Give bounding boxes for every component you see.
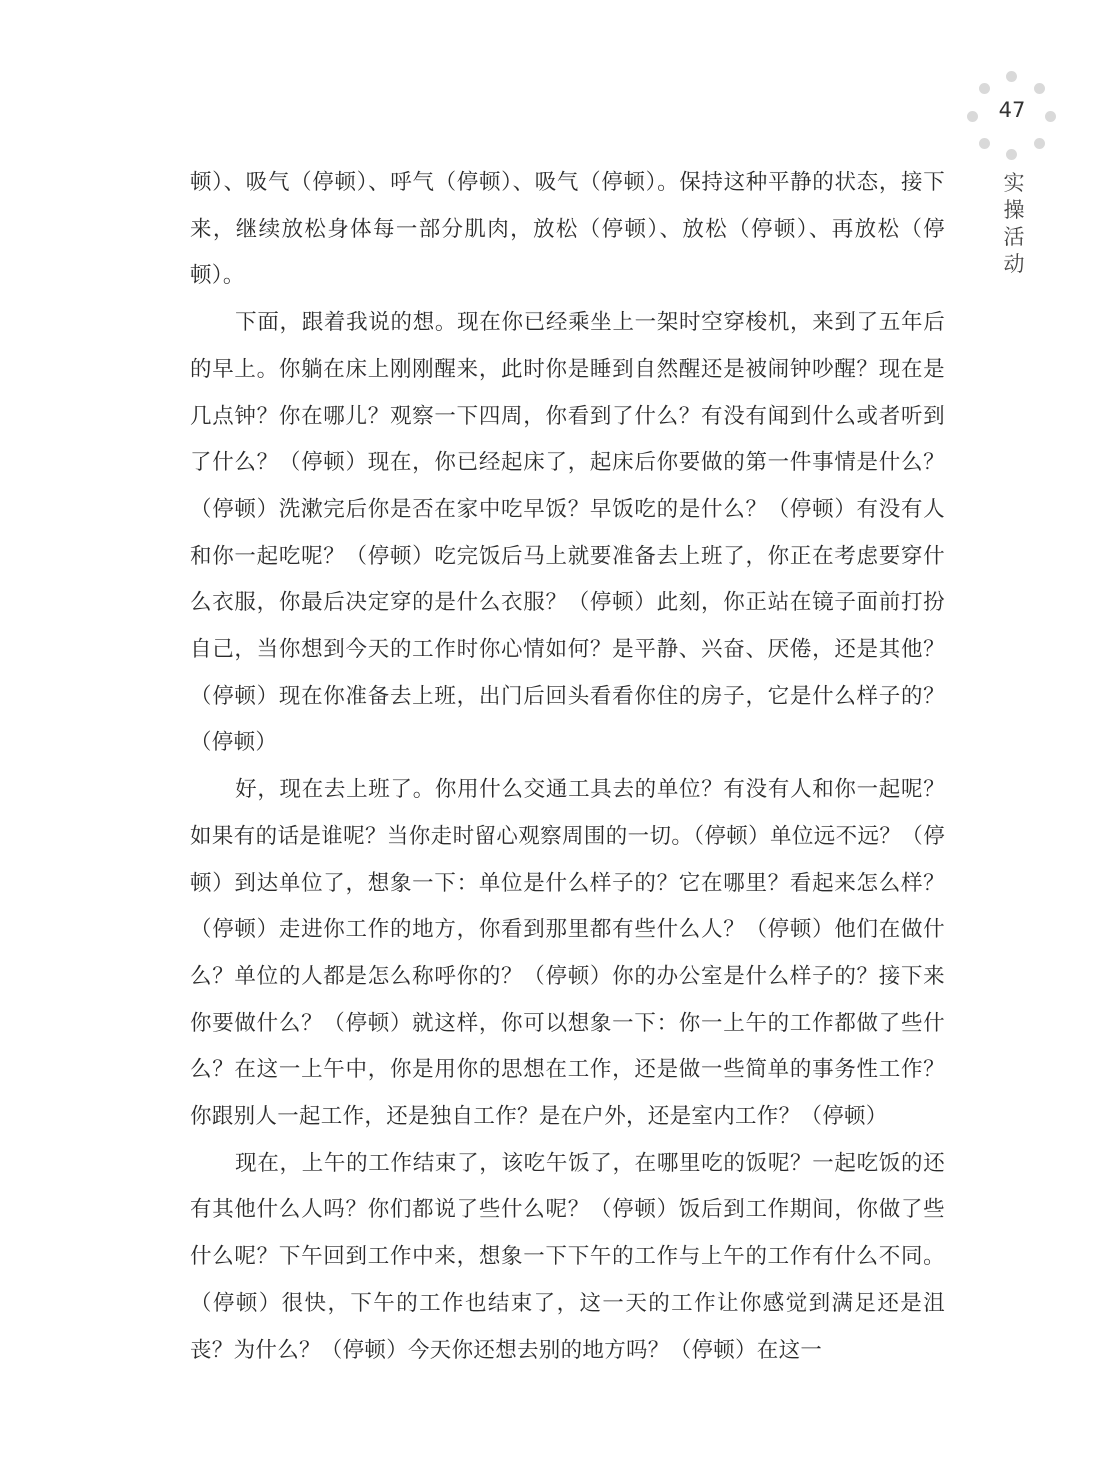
ornament-dot (1034, 83, 1045, 94)
ornament-dot (1006, 149, 1017, 160)
paragraph: 现在，上午的工作结束了，该吃午饭了，在哪里吃的饭呢？一起吃饭的还有其他什么人吗？你们都说了些什么呢？（停顿）饭后到工作期间，你做了些什么呢？下午回到工作中来，想象一下下午的工作与上午的工作有什么不同。（停顿）很快，下午的工作也结束了，这一天的工作让你感觉到满足还是沮丧？为什么？（停顿）今天你还想去别的地方吗？（停顿）在这一 (190, 1150, 945, 1363)
paragraph: 好，现在去上班了。你用什么交通工具去的单位？有没有人和你一起呢？如果有的话是谁呢？当你走时留心观察周围的一切。（停顿）单位远不远？（停顿）到达单位了，想象一下：单位是什么样子的？它在哪里？看起来怎么样？（停顿）走进你工作的地方，你看到那里都有些什么人？（停顿）他们在做什么？单位的人都是怎么称呼你的？（停顿）你的办公室是什么样子的？接下来你要做什么？（停顿）就这样，你可以想象一下：你一上午的工作都做了些什么？在这一上午中，你是用你的思想在工作，还是做一些简单的事务性工作？你跟别人一起工作，还是独自工作？是在户外，还是室内工作？（停顿） (190, 777, 945, 1130)
body-text (190, 160, 945, 1374)
ornament-dot (1006, 71, 1017, 82)
section-label: 实操活动 (1003, 171, 1025, 276)
paragraph: 顿）、吸气（停顿）、呼气（停顿）、吸气（停顿）。保持这种平静的状态，接下来，继续放松身体每一部分肌肉，放松（停顿）、放松（停顿）、再放松（停顿）。 (190, 170, 945, 289)
ornament-dot (1034, 138, 1045, 149)
page-number: 47 (998, 98, 1026, 122)
ornament-dot (979, 138, 990, 149)
paragraph: 下面，跟着我说的想。现在你已经乘坐上一架时空穿梭机，来到了五年后的早上。你躺在床上刚刚醒来，此时你是睡到自然醒还是被闹钟吵醒？现在是几点钟？你在哪儿？观察一下四周，你看到了什么？有没有闻到什么或者听到了什么？（停顿）现在，你已经起床了，起床后你要做的第一件事情是什么？（停顿）洗漱完后你是否在家中吃早饭？早饭吃的是什么？（停顿）有没有人和你一起吃呢？（停顿）吃完饭后马上就要准备去上班了，你正在考虑要穿什么衣服，你最后决定穿的是什么衣服？（停顿）此刻，你正站在镜子面前打扮自己，当你想到今天的工作时你心情如何？是平静、兴奋、厌倦，还是其他？（停顿）现在你准备去上班，出门后回头看看你住的房子，它是什么样子的？（停顿） (190, 310, 945, 756)
ornament-dot (1045, 111, 1056, 122)
ornament-dot (979, 83, 990, 94)
ornament-dot (967, 111, 978, 122)
